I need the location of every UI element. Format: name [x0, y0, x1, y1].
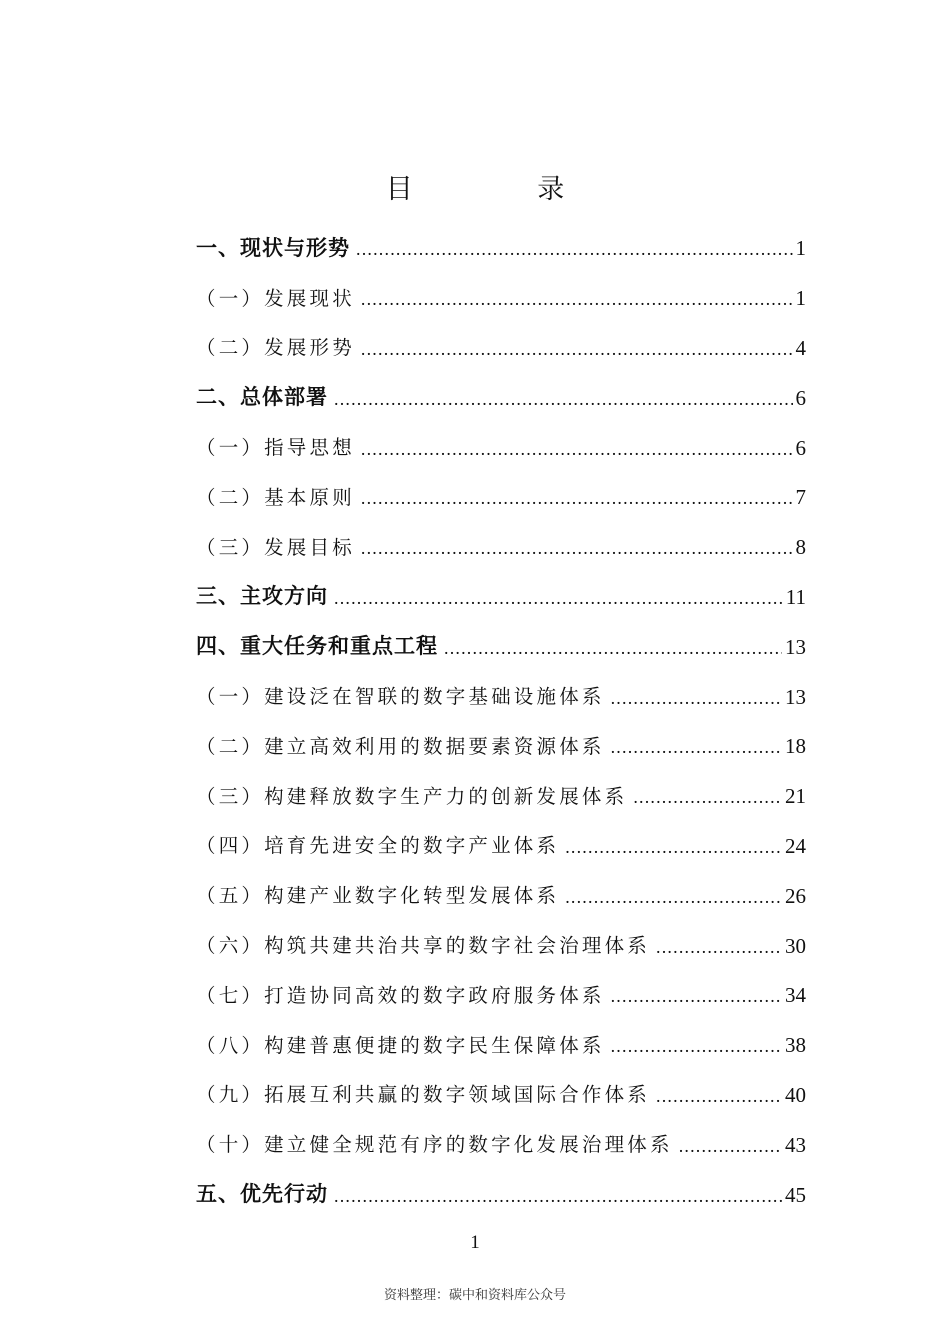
- toc-entry[interactable]: [196, 571, 806, 621]
- toc-entry-label: （三）构建释放数字生产力的创新发展体系: [196, 784, 628, 808]
- toc-entry-page-number: 8: [795, 535, 806, 560]
- toc-entry[interactable]: [196, 969, 806, 1019]
- dot-leader: [611, 737, 782, 758]
- toc-entry-page-number: 43: [785, 1132, 806, 1157]
- toc-entry[interactable]: [196, 222, 806, 272]
- toc-entry-page-number: 30: [785, 933, 806, 958]
- toc-entry-page-number: 40: [785, 1082, 806, 1107]
- dot-leader: [334, 389, 793, 410]
- toc-entry[interactable]: [196, 820, 806, 870]
- toc-entry-label: （九）拓展互利共赢的数字领域国际合作体系: [196, 1083, 651, 1107]
- toc-entry-label: （三）发展目标: [196, 535, 355, 559]
- toc-entry-page-number: 6: [795, 385, 806, 410]
- toc-entry[interactable]: [196, 919, 806, 969]
- toc-entry-page-number: 6: [795, 435, 806, 460]
- page-number: 1: [470, 1232, 480, 1253]
- toc-entry-page-number: 1: [795, 286, 806, 311]
- toc-entry-label: （一）建设泛在智联的数字基础设施体系: [196, 685, 605, 709]
- toc-entry-page-number: 26: [785, 883, 806, 908]
- dot-leader: [656, 1086, 782, 1107]
- dot-leader: [361, 439, 793, 460]
- toc-entry[interactable]: [196, 670, 806, 720]
- toc-entry-label: （二）基本原则: [196, 485, 355, 509]
- toc-entry-label: （五）构建产业数字化转型发展体系: [196, 884, 560, 908]
- dot-leader: [565, 837, 782, 858]
- toc-entry-label: （十）建立健全规范有序的数字化发展治理体系: [196, 1133, 673, 1157]
- dot-leader: [611, 688, 782, 709]
- toc-entry[interactable]: [196, 421, 806, 471]
- toc-entry-label: 三、主攻方向: [196, 584, 328, 609]
- dot-leader: [656, 937, 782, 958]
- toc-entry-page-number: 24: [785, 833, 806, 858]
- toc-entry-label: （一）指导思想: [196, 436, 355, 460]
- dot-leader: [361, 339, 793, 360]
- toc-entry[interactable]: [196, 322, 806, 372]
- page-title: 目 录: [385, 174, 623, 205]
- toc-entry-label: （二）建立高效利用的数据要素资源体系: [196, 734, 605, 758]
- toc-entry-page-number: 18: [785, 734, 806, 759]
- toc-entry[interactable]: [196, 1168, 806, 1218]
- dot-leader: [611, 986, 782, 1007]
- footer-note: 资料整理：碳中和资料库公众号: [383, 1288, 566, 1303]
- dot-leader: [444, 638, 782, 659]
- toc-entry-label: （四）培育先进安全的数字产业体系: [196, 834, 560, 858]
- toc-entry-label: （二）发展形势: [196, 336, 355, 360]
- toc-entry[interactable]: [196, 770, 806, 820]
- dot-leader: [679, 1136, 782, 1157]
- toc-entry-page-number: 11: [785, 584, 806, 609]
- dot-leader: [361, 538, 793, 559]
- toc-entry-page-number: 13: [785, 634, 806, 659]
- toc-entry[interactable]: [196, 471, 806, 521]
- toc-entry-label: 五、优先行动: [196, 1182, 328, 1207]
- toc-entry-page-number: 34: [785, 983, 806, 1008]
- toc-entry-label: （七）打造协同高效的数字政府服务体系: [196, 983, 605, 1007]
- toc-entry[interactable]: [196, 620, 806, 670]
- dot-leader: [633, 787, 782, 808]
- toc-entry[interactable]: [196, 869, 806, 919]
- dot-leader: [361, 488, 793, 509]
- toc-entry-label: 四、重大任务和重点工程: [196, 634, 438, 659]
- dot-leader: [334, 1186, 782, 1207]
- toc-entry-label: （八）构建普惠便捷的数字民生保障体系: [196, 1033, 605, 1057]
- toc-entry[interactable]: [196, 371, 806, 421]
- dot-leader: [334, 588, 783, 609]
- toc-entry[interactable]: [196, 1069, 806, 1119]
- toc-entry[interactable]: [196, 1019, 806, 1069]
- toc-entry-label: 一、现状与形势: [196, 235, 350, 260]
- dot-leader: [611, 1036, 782, 1057]
- toc-entry-label: （一）发展现状: [196, 286, 355, 310]
- dot-leader: [565, 887, 782, 908]
- toc-entry[interactable]: [196, 272, 806, 322]
- table-of-contents: [196, 222, 806, 1218]
- toc-entry-page-number: 13: [785, 684, 806, 709]
- dot-leader: [356, 239, 793, 260]
- toc-entry-page-number: 45: [785, 1182, 806, 1207]
- toc-entry-page-number: 4: [795, 335, 806, 360]
- toc-entry-label: 二、总体部署: [196, 385, 328, 410]
- toc-entry-page-number: 7: [795, 485, 806, 510]
- toc-entry[interactable]: [196, 720, 806, 770]
- toc-entry-page-number: 1: [795, 236, 806, 261]
- toc-entry[interactable]: [196, 521, 806, 571]
- toc-entry[interactable]: [196, 1118, 806, 1168]
- toc-entry-page-number: 21: [785, 784, 806, 809]
- toc-entry-label: （六）构筑共建共治共享的数字社会治理体系: [196, 934, 651, 958]
- toc-entry-page-number: 38: [785, 1033, 806, 1058]
- dot-leader: [361, 289, 793, 310]
